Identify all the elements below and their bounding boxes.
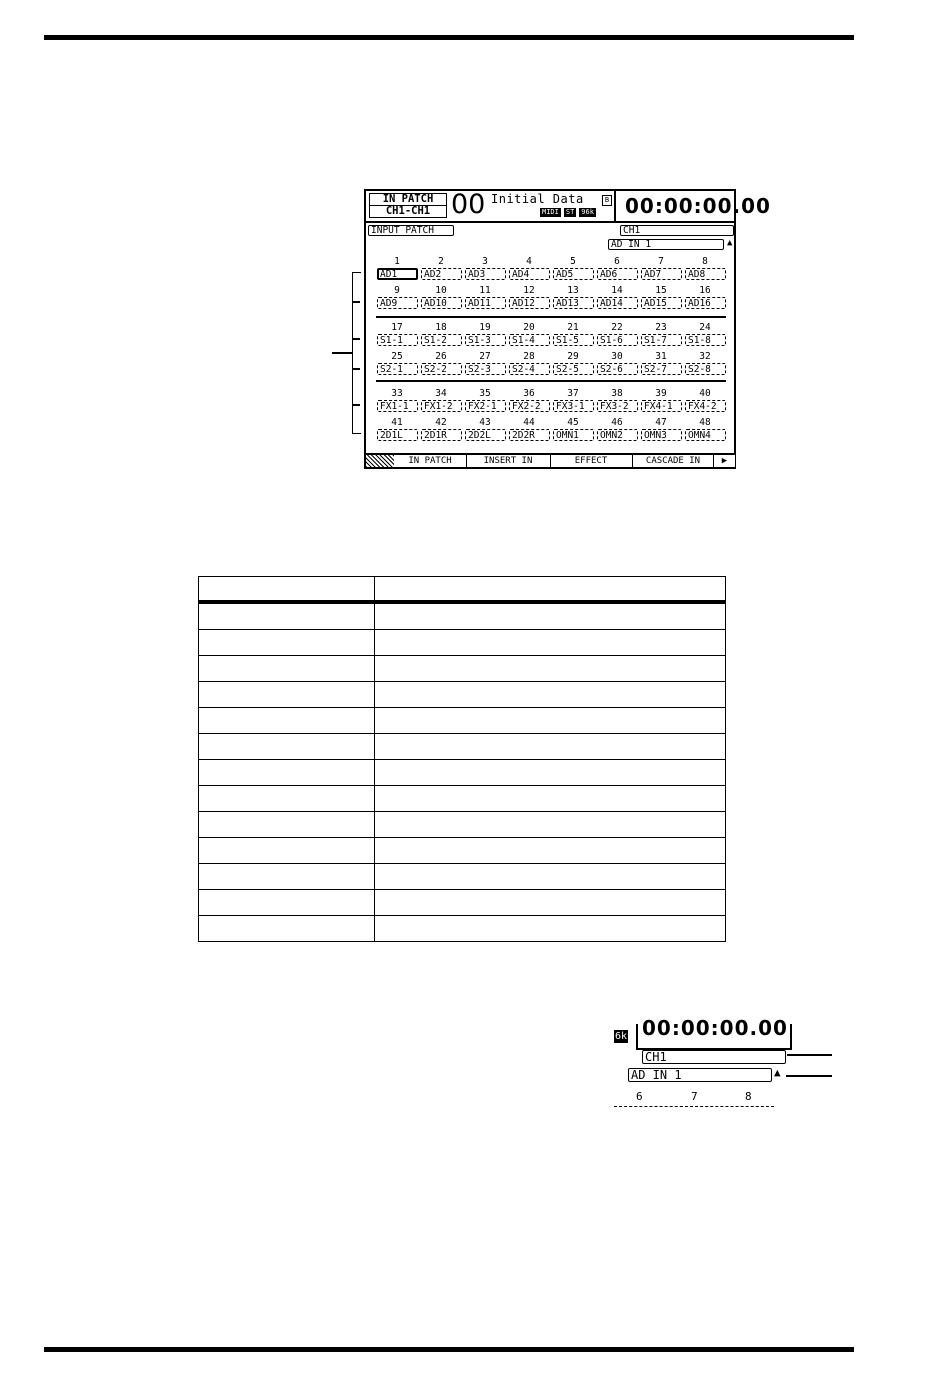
table-cell [199, 890, 375, 916]
scene-title: Initial Data [491, 192, 584, 206]
patch-cell[interactable]: S2-6 [597, 363, 638, 375]
page-name-box [369, 193, 447, 218]
channel-number: 48 [699, 417, 711, 428]
scene-number: 00 [451, 189, 486, 220]
channel-number: 9 [394, 285, 400, 296]
patch-cell[interactable]: AD3 [465, 268, 506, 280]
patch-cell[interactable]: S2-2 [421, 363, 462, 375]
inset-badge: 6k [615, 1031, 628, 1042]
patch-cell[interactable]: AD8 [685, 268, 726, 280]
channel-number: 13 [567, 285, 579, 296]
bracket-tick-1 [352, 301, 360, 303]
midi-badge: MIDI [542, 208, 559, 216]
inset-timecode-frame [636, 1016, 792, 1050]
divider-1 [376, 316, 726, 318]
status-badges [540, 208, 599, 218]
channel-number: 37 [567, 388, 579, 399]
patch-cell[interactable]: AD15 [641, 297, 682, 309]
table-cell [375, 708, 726, 734]
channel-number: 39 [655, 388, 667, 399]
table-cell [375, 630, 726, 656]
channel-number: 43 [479, 417, 491, 428]
inset-cut-edge [614, 1106, 774, 1109]
bracket-tick-2 [352, 338, 360, 340]
table-cell [199, 864, 375, 890]
table-row [199, 812, 726, 838]
lcd-screen [364, 189, 771, 469]
patch-cell[interactable]: S1-7 [641, 334, 682, 346]
table-row [199, 708, 726, 734]
detail-inset [614, 1016, 836, 1110]
table-row [199, 734, 726, 760]
table-cell [375, 682, 726, 708]
patch-cell[interactable]: AD5 [553, 268, 594, 280]
patch-cell[interactable]: AD16 [685, 297, 726, 309]
patch-cell[interactable]: FX2-1 [465, 400, 506, 412]
channel-number: 1 [394, 256, 400, 267]
bracket-tick-4 [352, 404, 360, 406]
patch-cell[interactable]: S1-1 [377, 334, 418, 346]
patch-cell[interactable]: OMN3 [641, 429, 682, 441]
table-row [199, 760, 726, 786]
inset-source-name: AD IN 1 [628, 1068, 772, 1082]
patch-cell[interactable]: FX4-2 [685, 400, 726, 412]
tab-cascade-in[interactable]: CASCADE IN [632, 455, 713, 467]
patch-cell[interactable]: OMN4 [685, 429, 726, 441]
bracket-tick-3 [352, 368, 360, 370]
channel-number: 2 [438, 256, 444, 267]
patch-cell[interactable]: AD11 [465, 297, 506, 309]
channel-number: 3 [482, 256, 488, 267]
table-cell [199, 734, 375, 760]
tab-next-arrow-icon[interactable]: ▶ [713, 455, 735, 467]
inset-leader-2 [786, 1075, 832, 1077]
channel-number: 6 [614, 256, 620, 267]
table-cell [199, 630, 375, 656]
channel-number: 46 [611, 417, 623, 428]
channel-number: 4 [526, 256, 532, 267]
channel-number: 7 [658, 256, 664, 267]
table-cell [375, 890, 726, 916]
channel-number: 38 [611, 388, 623, 399]
patch-cell[interactable]: AD9 [377, 297, 418, 309]
patch-cell[interactable]: S1-4 [509, 334, 550, 346]
inset-num-6: 6 [636, 1090, 643, 1103]
channel-number: 47 [655, 417, 667, 428]
timecode: 00:00:00.00 [625, 194, 771, 218]
table-row [199, 786, 726, 812]
table-cell [199, 760, 375, 786]
table-row [199, 682, 726, 708]
patch-cell[interactable]: FX4-1 [641, 400, 682, 412]
input-patch-label: INPUT PATCH [368, 225, 454, 236]
table-cell [375, 760, 726, 786]
patch-cell[interactable]: FX3-1 [553, 400, 594, 412]
patch-cell[interactable]: S1-5 [553, 334, 594, 346]
channel-number: 15 [655, 285, 667, 296]
patch-cell[interactable]: FX1-1 [377, 400, 418, 412]
channel-number: 29 [567, 351, 579, 362]
patch-cell[interactable]: AD2 [421, 268, 462, 280]
table-cell [375, 577, 726, 603]
channel-number: 18 [435, 322, 447, 333]
channel-number: 24 [699, 322, 711, 333]
channel-number: 10 [435, 285, 447, 296]
table-cell [375, 786, 726, 812]
table-cell [375, 812, 726, 838]
channel-number: 25 [391, 351, 403, 362]
patch-cell[interactable]: S2-4 [509, 363, 550, 375]
table-cell [199, 682, 375, 708]
channel-number: 11 [479, 285, 491, 296]
table-cell [199, 916, 375, 942]
patch-cell[interactable]: AD1 [377, 268, 418, 280]
patch-cell[interactable]: AD14 [597, 297, 638, 309]
patch-cell[interactable]: S1-8 [685, 334, 726, 346]
patch-cell[interactable]: 2D1L [377, 429, 418, 441]
table-cell [375, 864, 726, 890]
table-row [199, 630, 726, 656]
patch-cell[interactable]: AD4 [509, 268, 550, 280]
channel-number: 40 [699, 388, 711, 399]
inset-num-8: 8 [745, 1090, 752, 1103]
bottom-rule [44, 1347, 854, 1352]
patch-cell[interactable]: 2D2L [465, 429, 506, 441]
table-cell [199, 838, 375, 864]
channel-number: 44 [523, 417, 535, 428]
inset-up-icon: ▲ [774, 1066, 781, 1079]
channel-number: 35 [479, 388, 491, 399]
divider-2 [376, 380, 726, 382]
lcd-header [366, 189, 771, 223]
channel-number: 23 [655, 322, 667, 333]
patch-cell[interactable]: OMN2 [597, 429, 638, 441]
patch-cell[interactable]: S1-2 [421, 334, 462, 346]
tab-in-patch[interactable]: IN PATCH [408, 456, 452, 466]
table-row [199, 656, 726, 682]
callout-bracket [352, 272, 361, 434]
source-name-field[interactable]: AD IN 1 [608, 239, 724, 250]
table-cell [375, 838, 726, 864]
patch-cell[interactable]: AD13 [553, 297, 594, 309]
channel-name-field[interactable]: CH1 [620, 225, 734, 236]
table-cell [199, 577, 375, 603]
patch-cell[interactable]: AD12 [509, 297, 550, 309]
parameter-table [198, 576, 726, 942]
channel-number: 32 [699, 351, 711, 362]
patch-cell[interactable]: AD6 [597, 268, 638, 280]
channel-number: 41 [391, 417, 403, 428]
channel-number: 45 [567, 417, 579, 428]
table-row [199, 916, 726, 942]
table-row [199, 864, 726, 890]
channel-number: 20 [523, 322, 535, 333]
timecode-display [614, 191, 771, 221]
patch-cell[interactable]: AD10 [421, 297, 462, 309]
patch-cell[interactable]: S2-8 [685, 363, 726, 375]
patch-cell[interactable]: S1-6 [597, 334, 638, 346]
channel-number: 30 [611, 351, 623, 362]
channel-number: 42 [435, 417, 447, 428]
channel-number: 19 [479, 322, 491, 333]
patch-cell[interactable]: S2-5 [553, 363, 594, 375]
channel-number: 33 [391, 388, 403, 399]
channel-number: 31 [655, 351, 667, 362]
inset-channel-name: CH1 [642, 1050, 786, 1064]
channel-number: 26 [435, 351, 447, 362]
callout-leader [332, 352, 352, 354]
channel-number: 16 [699, 285, 711, 296]
patch-cell[interactable]: S2-1 [377, 363, 418, 375]
table-cell [199, 786, 375, 812]
stereo-badge: ST [565, 208, 575, 216]
patch-cell[interactable]: FX2-2 [509, 400, 550, 412]
table-cell [199, 656, 375, 682]
channel-number: 12 [523, 285, 535, 296]
patch-cell[interactable]: FX3-2 [597, 400, 638, 412]
patch-cell[interactable]: AD7 [641, 268, 682, 280]
channel-number: 34 [435, 388, 447, 399]
patch-cell[interactable]: 2D2R [509, 429, 550, 441]
channel-number: 21 [567, 322, 579, 333]
table-cell [199, 602, 375, 630]
channel-number: 5 [570, 256, 576, 267]
protect-icon: B [602, 195, 612, 206]
table-cell [375, 602, 726, 630]
table-row [199, 890, 726, 916]
patch-cell[interactable]: 2D1R [421, 429, 462, 441]
samplerate-badge: 96k [581, 208, 594, 216]
table-row [199, 838, 726, 864]
table-cell [199, 812, 375, 838]
patch-cell[interactable]: S2-3 [465, 363, 506, 375]
tab-left-scroll[interactable] [366, 455, 394, 467]
table-cell [375, 916, 726, 942]
channel-number: 27 [479, 351, 491, 362]
channel-number: 8 [702, 256, 708, 267]
tab-bar [366, 453, 734, 467]
table-cell [375, 656, 726, 682]
scroll-up-icon: ▲ [727, 238, 733, 248]
page-name: IN PATCH [370, 194, 446, 206]
table-cell [199, 708, 375, 734]
inset-timecode: 00:00:00.00 [642, 1016, 788, 1040]
tab-insert-in[interactable]: INSERT IN [466, 455, 549, 467]
top-rule [44, 35, 854, 40]
table-row [199, 602, 726, 630]
channel-number: 17 [391, 322, 403, 333]
tab-effect[interactable]: EFFECT [550, 455, 631, 467]
patch-cell[interactable]: S1-3 [465, 334, 506, 346]
patch-cell[interactable]: FX1-2 [421, 400, 462, 412]
channel-number: 28 [523, 351, 535, 362]
channel-number: 36 [523, 388, 535, 399]
table-cell [375, 734, 726, 760]
table-row [199, 577, 726, 603]
patch-cell[interactable]: S2-7 [641, 363, 682, 375]
patch-cell[interactable]: OMN1 [553, 429, 594, 441]
inset-num-7: 7 [691, 1090, 698, 1103]
channel-range: CH1-CH1 [385, 205, 431, 217]
channel-number: 22 [611, 322, 623, 333]
inset-leader-1 [787, 1054, 832, 1056]
channel-number: 14 [611, 285, 623, 296]
